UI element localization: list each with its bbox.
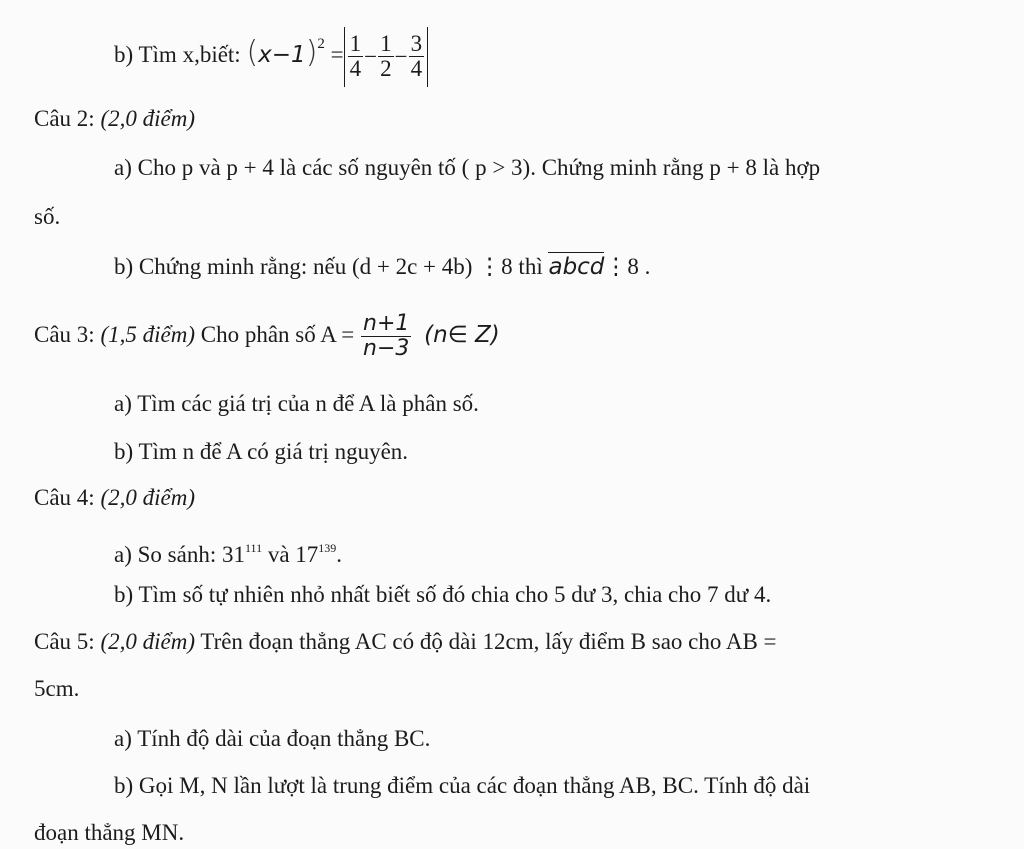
q2b-overline-number: abcd bbox=[548, 254, 605, 280]
q1b-fraction-3: $\frac{3}{4}$ bbox=[410, 31, 423, 82]
q4-points: (2,0 điểm) bbox=[100, 485, 195, 510]
q1b-paren-close: ) bbox=[305, 35, 318, 70]
q1b-minus-2: − bbox=[394, 43, 408, 69]
q3b-line: b) Tìm n để A có giá trị nguyên. bbox=[114, 439, 409, 464]
q2-heading: Câu 2: bbox=[34, 106, 95, 131]
q4a-line bbox=[114, 533, 342, 570]
q4-heading-line bbox=[34, 483, 195, 513]
q1b-exponent: 2 bbox=[317, 36, 325, 52]
q2-points: (2,0 điểm) bbox=[100, 106, 195, 131]
q3-intro: Cho phân số A = bbox=[200, 322, 355, 347]
q1b-fraction-1: $\frac{1}{4}$ bbox=[349, 31, 362, 82]
q2-heading-line bbox=[34, 104, 195, 134]
q5b-line2: đoạn thẳng MN. bbox=[34, 820, 185, 845]
q5b-line1: b) Gọi M, N lần lượt là trung điểm của các đoạn thẳng AB, BC. Tính độ dài bbox=[114, 773, 811, 798]
q1b-lhs-base: x−1 bbox=[258, 42, 306, 68]
q5-intro-line1: Trên đoạn thẳng AC có độ dài 12cm, lấy điểm B sao cho AB = bbox=[200, 629, 777, 654]
q5-points: (2,0 điểm) bbox=[100, 629, 195, 654]
q2b-line bbox=[114, 252, 650, 282]
q1b-equals: = bbox=[330, 42, 344, 67]
q5-heading-line bbox=[34, 627, 777, 657]
q3a-line: a) Tìm các giá trị của n để A là phân số. bbox=[114, 391, 479, 416]
q3-points: (1,5 điểm) bbox=[100, 322, 195, 347]
q3-heading-line bbox=[34, 305, 500, 365]
q3-fraction: $\frac{n+1}{n-3}$ bbox=[363, 311, 410, 362]
q4a-exponent-1: 111 bbox=[244, 541, 263, 555]
q3-heading: Câu 3: bbox=[34, 322, 95, 347]
q5-heading: Câu 5: bbox=[34, 629, 95, 654]
q5-intro-line2: 5cm. bbox=[34, 676, 80, 701]
q2a-line2: số. bbox=[34, 204, 61, 229]
q4a-exponent-2: 139 bbox=[318, 541, 337, 555]
q2b-text: b) Chứng minh rằng: nếu (d + 2c + 4b) ⋮8 thì bbox=[114, 254, 543, 279]
q1b-paren-open: ( bbox=[246, 35, 259, 70]
q5a-line: a) Tính độ dài của đoạn thẳng BC. bbox=[114, 726, 431, 751]
q1b-line bbox=[114, 22, 428, 87]
q4-heading: Câu 4: bbox=[34, 485, 95, 510]
q4a-mid: và 17 bbox=[262, 542, 319, 567]
q1b-label: b) Tìm x,biết: bbox=[114, 42, 241, 67]
q1b-fraction-2: $\frac{1}{2}$ bbox=[380, 31, 392, 82]
q4a-end: . bbox=[336, 542, 343, 567]
q3-condition: (n∈ Z) bbox=[424, 322, 500, 348]
q1b-absolute-value bbox=[344, 27, 428, 87]
q1b-minus-1: − bbox=[364, 43, 378, 69]
q2b-end: ⋮8 . bbox=[604, 254, 651, 279]
q4b-line: b) Tìm số tự nhiên nhỏ nhất biết số đó chia cho 5 dư 3, chia cho 7 dư 4. bbox=[114, 582, 772, 607]
q4a-prefix: a) So sánh: 31 bbox=[114, 542, 245, 567]
q2a-line1: a) Cho p và p + 4 là các số nguyên tố ( p > 3). Chứng minh rằng p + 8 là hợp bbox=[114, 155, 821, 180]
